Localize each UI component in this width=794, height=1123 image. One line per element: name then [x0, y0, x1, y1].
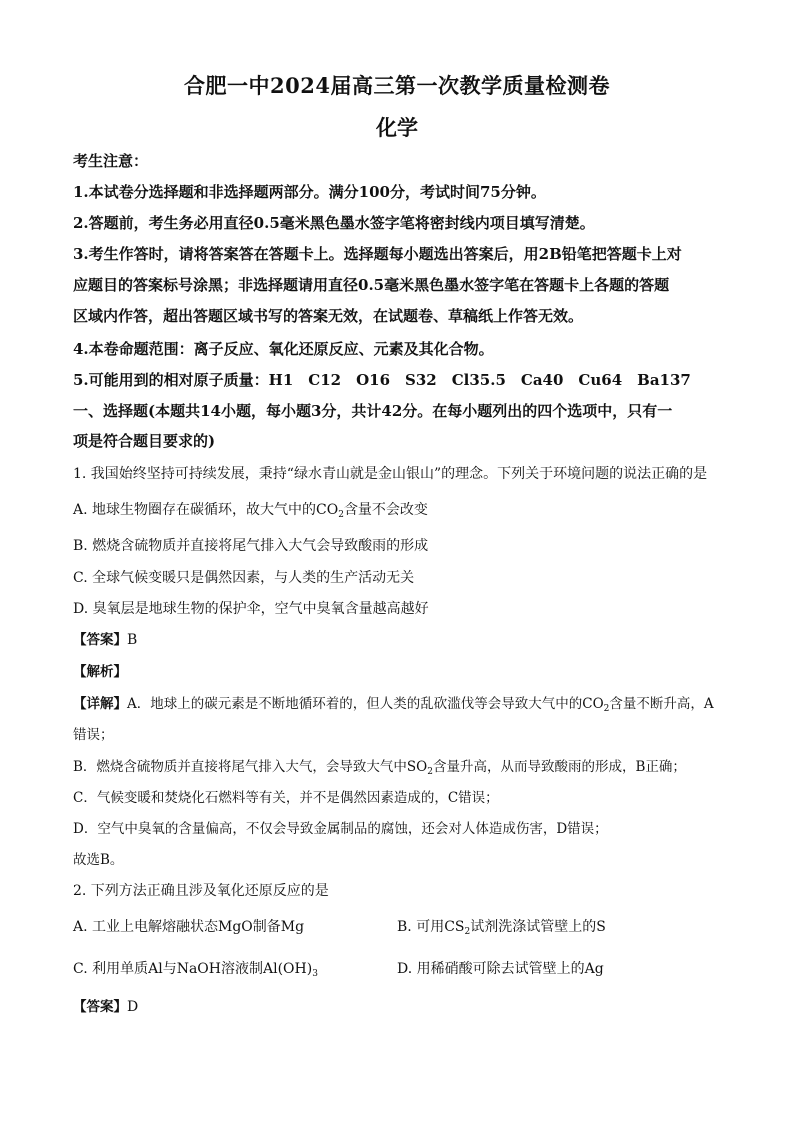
subscript: 2 — [338, 510, 344, 520]
subscript: 2 — [427, 767, 433, 777]
subscript: 2 — [464, 927, 471, 937]
option-text: C. 利用单质Al与NaOH溶液制Al(OH) — [73, 961, 313, 977]
notice-item: 3.考生作答时，请将答案答在答题卡上。选择题每小题选出答案后，用2B铅笔把答题卡上对 — [73, 245, 682, 263]
detail-tag: 【详解】 — [73, 696, 127, 712]
explanation-text: 含量不断升高，A — [609, 696, 714, 712]
q1-option-c: C. 全球气候变暖只是偶然因素，与人类的生产活动无关 — [73, 570, 415, 586]
explanation-line: 错误； — [73, 727, 114, 743]
explanation-line — [73, 692, 714, 712]
notice-item: 区域内作答，超出答题区域书写的答案无效，在试题卷、草稿纸上作答无效。 — [73, 307, 584, 325]
q1-option-a — [73, 499, 428, 519]
subject-title: 化学 — [376, 115, 418, 140]
q2-option-c — [73, 958, 318, 978]
subscript: 3 — [312, 969, 318, 979]
notice-item: 4.本卷命题范围：离子反应、氧化还原反应、元素及其化合物。 — [73, 340, 494, 358]
q2-option-b — [397, 916, 606, 936]
analysis-tag: 【解析】 — [73, 664, 127, 680]
section-heading-cont: 项是符合题目要求的) — [73, 432, 216, 450]
notice-item: 1.本试卷分选择题和非选择题两部分。满分100分，考试时间75分钟。 — [73, 183, 546, 201]
subscript: 2 — [603, 704, 610, 714]
q1-answer — [73, 628, 137, 648]
conclusion-line: 故选B。 — [73, 852, 124, 868]
notice-item: 5.可能用到的相对原子质量：H1 C12 O16 S32 Cl35.5 Ca40 Cu64 Ba137 — [73, 371, 691, 389]
answer-tag: 【答案】 — [73, 632, 127, 648]
q2-option-a: A. 工业上电解熔融状态MgO制备Mg — [73, 919, 305, 935]
explanation-text: 含量升高，从而导致酸雨的形成，B正确； — [432, 759, 686, 775]
q2-answer — [73, 995, 138, 1015]
explanation-line — [73, 755, 686, 775]
explanation-line: C．气候变暖和焚烧化石燃料等有关，并不是偶然因素造成的，C错误； — [73, 790, 499, 806]
q1-option-d: D. 臭氧层是地球生物的保护伞，空气中臭氧含量越高越好 — [73, 601, 429, 617]
option-text: A. 地球生物圈存在碳循环，故大气中的CO — [73, 502, 339, 518]
notice-item: 应题目的答案标号涂黑；非选择题请用直径0.5毫米黑色墨水签字笔在答题卡上各题的答题 — [73, 276, 670, 294]
q2-option-d: D. 用稀硝酸可除去试管壁上的Ag — [397, 961, 604, 977]
answer-tag: 【答案】 — [73, 999, 127, 1015]
question-1-stem: 1. 我国始终坚持可持续发展，秉持“绿水青山就是金山银山”的理念。下列关于环境问题的说法正确的是 — [73, 466, 708, 482]
answer-value: B — [127, 632, 138, 648]
notice-item: 2.答题前，考生务必用直径0.5毫米黑色墨水签字笔将密封线内项目填写清楚。 — [73, 214, 595, 232]
answer-value: D — [127, 999, 139, 1015]
explanation-text: A．地球上的碳元素是不断地循环着的，但人类的乱砍滥伐等会导致大气中的CO — [127, 696, 604, 712]
explanation-text: B．燃烧含硫物质并直接将尾气排入大气，会导致大气中SO — [73, 759, 428, 775]
explanation-line: D．空气中臭氧的含量偏高，不仅会导致金属制品的腐蚀，还会对人体造成伤害，D错误； — [73, 821, 608, 837]
notice-heading: 考生注意： — [73, 152, 149, 170]
section-heading: 一、选择题(本题共14小题，每小题3分，共计42分。在每小题列出的四个选项中，只有一 — [73, 402, 673, 420]
option-text: 含量不会改变 — [343, 502, 428, 518]
option-text: 试剂洗涤试管壁上的S — [470, 919, 606, 935]
q1-option-b: B. 燃烧含硫物质并直接将尾气排入大气会导致酸雨的形成 — [73, 538, 429, 554]
exam-title: 合肥一中2024届高三第一次教学质量检测卷 — [184, 73, 610, 98]
question-2-stem: 2. 下列方法正确且涉及氧化还原反应的是 — [73, 883, 329, 899]
option-text: B. 可用CS — [397, 919, 465, 935]
